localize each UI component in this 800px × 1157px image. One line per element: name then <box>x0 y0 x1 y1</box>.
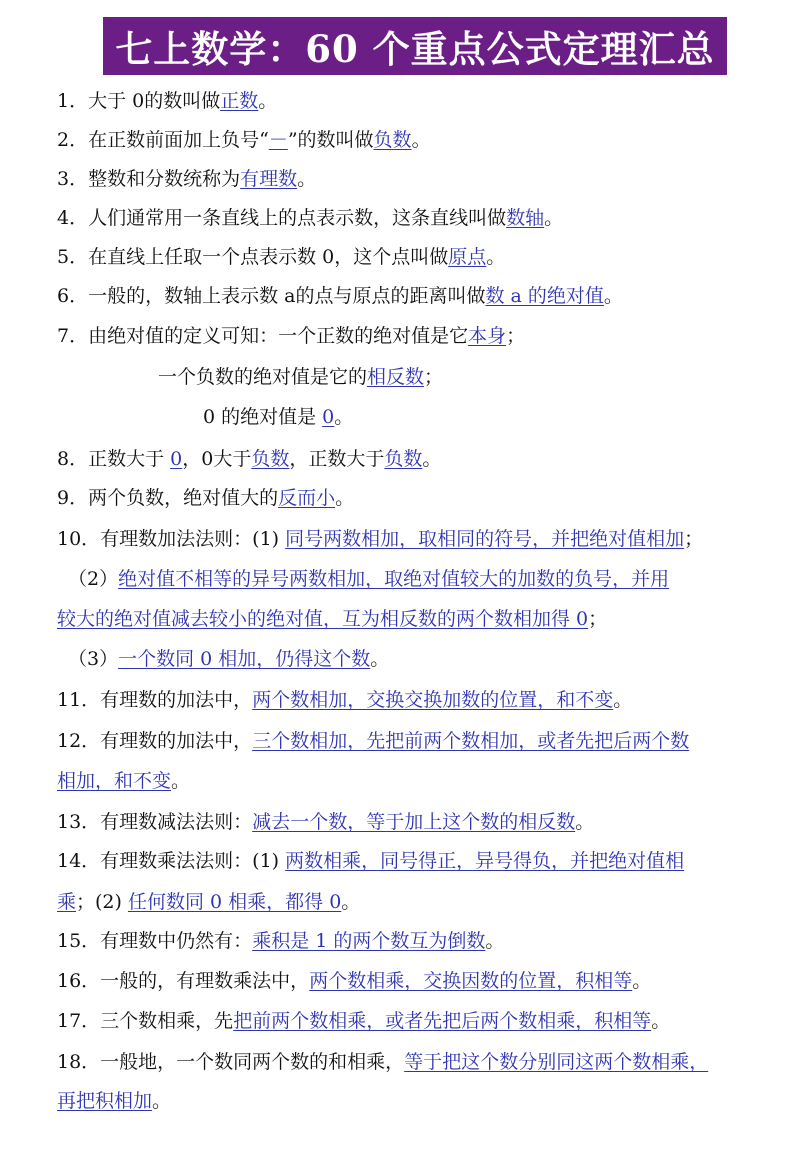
statement-text: ，正数大于 <box>289 448 385 470</box>
statement-text: 。 <box>152 1090 172 1112</box>
statement-text: 一个负数的绝对值是它的 <box>158 366 368 388</box>
statement-text: 。 <box>544 207 564 229</box>
statement-text: 。 <box>334 406 354 428</box>
answer-text: 本身 <box>468 325 507 347</box>
statement-text: 5．在直线上任取一个点表示数 0，这个点叫做 <box>57 246 449 268</box>
statement-text: （3） <box>68 648 119 670</box>
statement-text: ； <box>424 366 444 388</box>
statement-text: 13．有理数减法法则： <box>57 811 253 833</box>
answer-text: 相加，和不变 <box>57 770 172 792</box>
formula-line <box>57 768 800 794</box>
statement-text: 。 <box>575 811 595 833</box>
statement-text: 。 <box>632 970 652 992</box>
statement-text: ，0大于 <box>182 448 252 470</box>
formula-line <box>57 127 800 153</box>
answer-text: 负数 <box>373 129 412 151</box>
answer-text: 绝对值不相等的异号两数相加，取绝对值较大的加数的负号，并用 <box>118 568 670 590</box>
answer-text: 一个数同 0 相加，仍得这个数 <box>118 648 371 670</box>
answer-text: 0 <box>322 406 335 428</box>
formula-line <box>57 687 800 713</box>
formula-line <box>57 1088 800 1114</box>
answer-text: 乘 <box>57 891 77 913</box>
formula-line <box>57 485 800 511</box>
answer-text: 两个数相乘，交换因数的位置，积相等 <box>309 970 633 992</box>
formula-line <box>57 606 800 632</box>
statement-text: 。 <box>486 246 506 268</box>
statement-text: 10．有理数加法法则：(1) <box>57 528 286 550</box>
statement-text: 4．人们通常用一条直线上的点表示数，这条直线叫做 <box>57 207 507 229</box>
formula-line <box>68 646 800 672</box>
formula-line <box>57 526 800 552</box>
statement-text: 18．一般地，一个数同两个数的和相乘， <box>57 1051 405 1073</box>
statement-text: 。 <box>297 168 317 190</box>
formula-line <box>57 848 800 874</box>
statement-text: ； <box>588 608 608 630</box>
formula-line <box>57 928 800 954</box>
statement-text: 。 <box>613 689 633 711</box>
formula-line <box>68 566 800 592</box>
statement-text: 9．两个负数，绝对值大的 <box>57 487 279 509</box>
answer-text: － <box>268 129 288 151</box>
answer-text: 等于把这个数分别同这两个数相乘， <box>404 1051 709 1073</box>
statement-text: 。 <box>258 90 278 112</box>
answer-text: 同号两数相加，取相同的符号，并把绝对值相加 <box>285 528 685 550</box>
formula-line <box>57 968 800 994</box>
statement-text: 。 <box>370 648 390 670</box>
answer-text: 数轴 <box>506 207 545 229</box>
statement-text: ； <box>506 325 526 347</box>
statement-text: ；(2) <box>76 891 128 913</box>
answer-text: 再把积相加 <box>57 1090 153 1112</box>
formula-line <box>57 728 800 754</box>
statement-text: 。 <box>422 448 442 470</box>
statement-text: 7．由绝对值的定义可知：一个正数的绝对值是它 <box>57 325 469 347</box>
statement-text: 。 <box>603 285 623 307</box>
answer-text: 把前两个数相乘，或者先把后两个数相乘，积相等 <box>233 1010 652 1032</box>
answer-text: 原点 <box>448 246 487 268</box>
statement-text: 12．有理数的加法中， <box>57 730 253 752</box>
answer-text: 较大的绝对值减去较小的绝对值，互为相反数的两个数相加得 0 <box>57 608 589 630</box>
formula-line <box>57 446 800 472</box>
statement-text: 16．一般的，有理数乘法中， <box>57 970 310 992</box>
statement-text: 17．三个数相乘，先 <box>57 1010 234 1032</box>
answer-text: 反而小 <box>278 487 336 509</box>
answer-text: 有理数 <box>240 168 298 190</box>
statement-text: 14．有理数乘法法则：(1) <box>57 850 286 872</box>
answer-text: 减去一个数，等于加上这个数的相反数 <box>252 811 576 833</box>
answer-text: 数 a 的绝对值 <box>485 285 604 307</box>
statement-text: 8．正数大于 <box>57 448 171 470</box>
statement-text: 0 的绝对值是 <box>203 406 323 428</box>
formula-line <box>57 88 800 114</box>
statement-text: ”的数叫做 <box>287 129 374 151</box>
formula-line <box>57 244 800 270</box>
statement-text: ； <box>684 528 704 550</box>
statement-text: 6．一般的，数轴上表示数 a的点与原点的距离叫做 <box>57 285 486 307</box>
formula-line <box>57 1008 800 1034</box>
answer-text: 两个数相加，交换交换加数的位置，和不变 <box>252 689 614 711</box>
formula-line <box>57 166 800 192</box>
statement-text: 。 <box>171 770 191 792</box>
statement-text: 。 <box>651 1010 671 1032</box>
answer-text: 乘积是 1 的两个数互为倒数 <box>252 930 486 952</box>
formula-line <box>57 1049 800 1075</box>
statement-text: 15．有理数中仍然有： <box>57 930 253 952</box>
statement-text: 。 <box>341 891 361 913</box>
answer-text: 任何数同 0 相乘，都得 0 <box>127 891 342 913</box>
answer-text: 正数 <box>220 90 259 112</box>
formula-line <box>158 364 800 390</box>
formula-line <box>203 404 800 430</box>
formula-line <box>57 205 800 231</box>
answer-text: 两数相乘，同号得正，异号得负，并把绝对值相 <box>285 850 685 872</box>
statement-text: 。 <box>335 487 355 509</box>
answer-text: 相反数 <box>367 366 425 388</box>
answer-text: 0 <box>170 448 183 470</box>
formula-line <box>57 809 800 835</box>
page-title: 七上数学：60 个重点公式定理汇总 <box>115 27 715 71</box>
title-banner <box>103 17 727 75</box>
statement-text: 1．大于 0的数叫做 <box>57 90 221 112</box>
statement-text: （2） <box>68 568 119 590</box>
statement-text: 11．有理数的加法中， <box>57 689 253 711</box>
answer-text: 三个数相加，先把前两个数相加，或者先把后两个数 <box>252 730 690 752</box>
formula-line <box>57 889 800 915</box>
formula-line <box>57 283 800 309</box>
formula-line <box>57 323 800 349</box>
statement-text: 。 <box>485 930 505 952</box>
answer-text: 负数 <box>384 448 423 470</box>
answer-text: 负数 <box>251 448 290 470</box>
statement-text: 3．整数和分数统称为 <box>57 168 241 190</box>
statement-text: 2．在正数前面加上负号“ <box>57 129 269 151</box>
statement-text: 。 <box>411 129 431 151</box>
